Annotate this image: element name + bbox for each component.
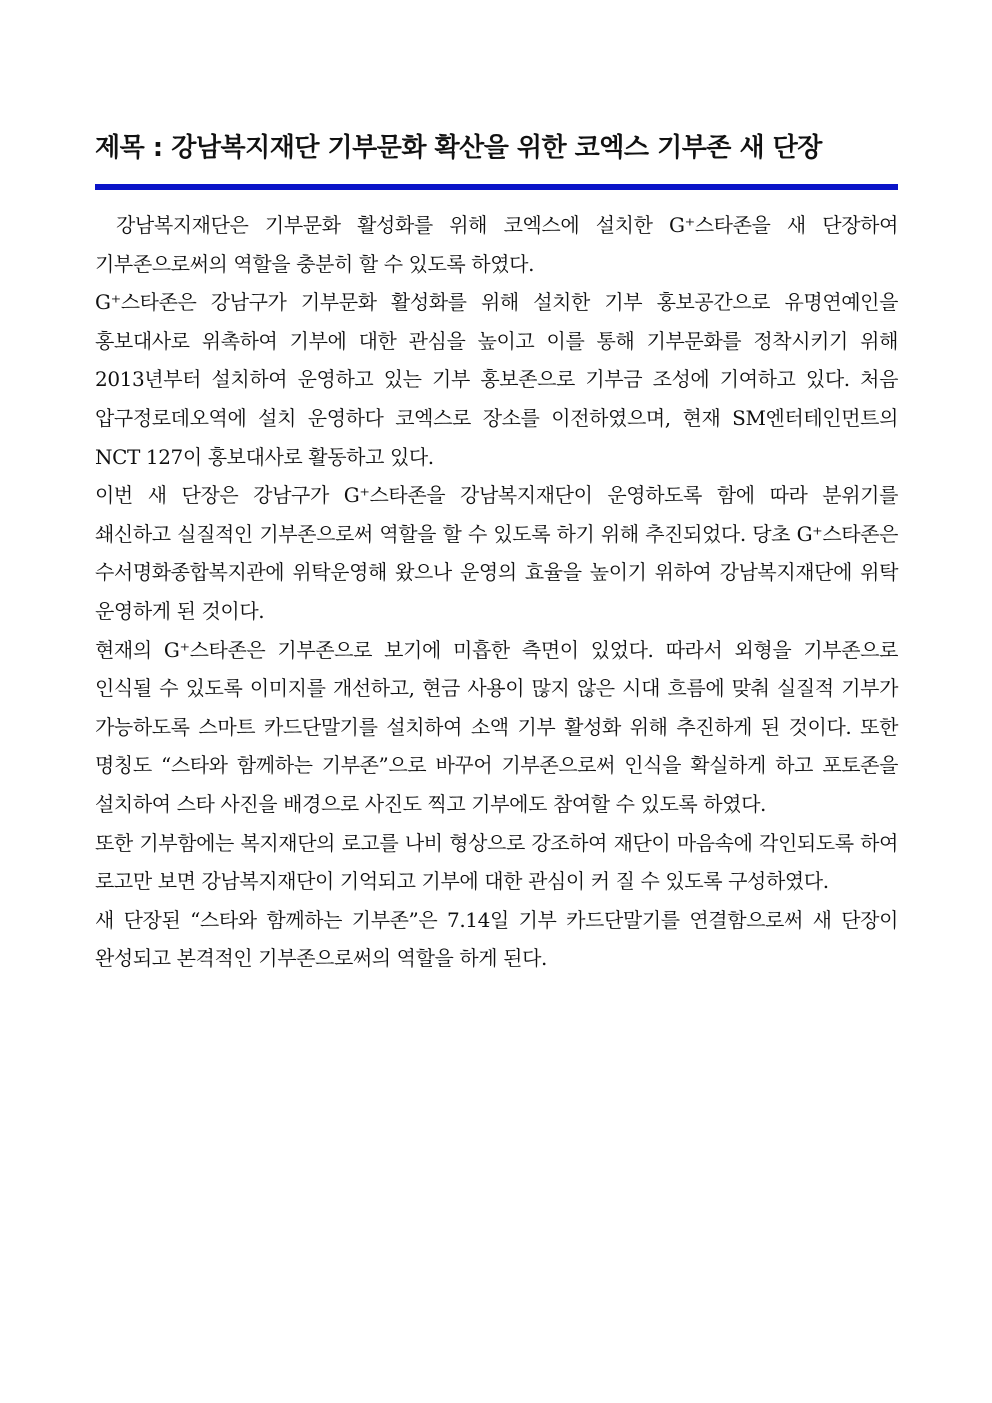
paragraph-background: G⁺스타존은 강남구가 기부문화 활성화를 위해 설치한 기부 홍보공간으로 유명연예인을 홍보대사로 위촉하여 기부에 대한 관심을 높이고 이를 통해 기부문화를 정착시키기 위해 2013년부터 설치하여 운영하고 있는 기부 홍보존으로 기부금 조성에 기여하고 있다. 처음 압구정로데오역에 설치 운영하다 코엑스로 장소를 이전하였으며, 현재 SM엔터테인먼트의 NCT 127이 홍보대사로 활동하고 있다. xyxy=(95,290,898,469)
paragraph-reason: 이번 새 단장은 강남구가 G⁺스타존을 강남복지재단이 운영하도록 함에 따라 분위기를 쇄신하고 실질적인 기부존으로써 역할을 할 수 있도록 하기 위해 추진되었다. 당초 G⁺스타존은 수서명화종합복지관에 위탁운영해 왔으나 운영의 효율을 높이기 위하여 강남복지재단에 위탁 운영하게 된 것이다. xyxy=(95,483,898,623)
paragraph-improvements: 현재의 G⁺스타존은 기부존으로 보기에 미흡한 측면이 있었다. 따라서 외형을 기부존으로 인식될 수 있도록 이미지를 개선하고, 현금 사용이 많지 않은 시대 흐름에 맞춰 실질적 기부가 가능하도록 스마트 카드단말기를 설치하여 소액 기부 활성화 위해 추진하게 된 것이다. 또한 명칭도 “스타와 함께하는 기부존”으로 바꾸어 기부존으로써 인식을 확실하게 하고 포토존을 설치하여 스타 사진을 배경으로 사진도 찍고 기부에도 참여할 수 있도록 하였다. xyxy=(95,637,898,816)
paragraph-logo: 또한 기부함에는 복지재단의 로고를 나비 형상으로 강조하여 재단이 마음속에 각인되도록 하여 로고만 보면 강남복지재단이 기억되고 기부에 대한 관심이 커 질 수 있도록 구성하였다. xyxy=(95,830,898,894)
document-title: 제목 : 강남복지재단 기부문화 확산을 위한 코엑스 기부존 새 단장 xyxy=(95,133,822,163)
paragraph-completion: 새 단장된 “스타와 함께하는 기부존”은 7.14일 기부 카드단말기를 연결함으로써 새 단장이 완성되고 본격적인 기부존으로써의 역할을 하게 된다. xyxy=(95,907,898,971)
document-body xyxy=(95,206,898,978)
title-underline xyxy=(95,184,898,190)
paragraph-intro: 강남복지재단은 기부문화 활성화를 위해 코엑스에 설치한 G⁺스타존을 새 단장하여 기부존으로써의 역할을 충분히 할 수 있도록 하였다. xyxy=(95,213,898,276)
